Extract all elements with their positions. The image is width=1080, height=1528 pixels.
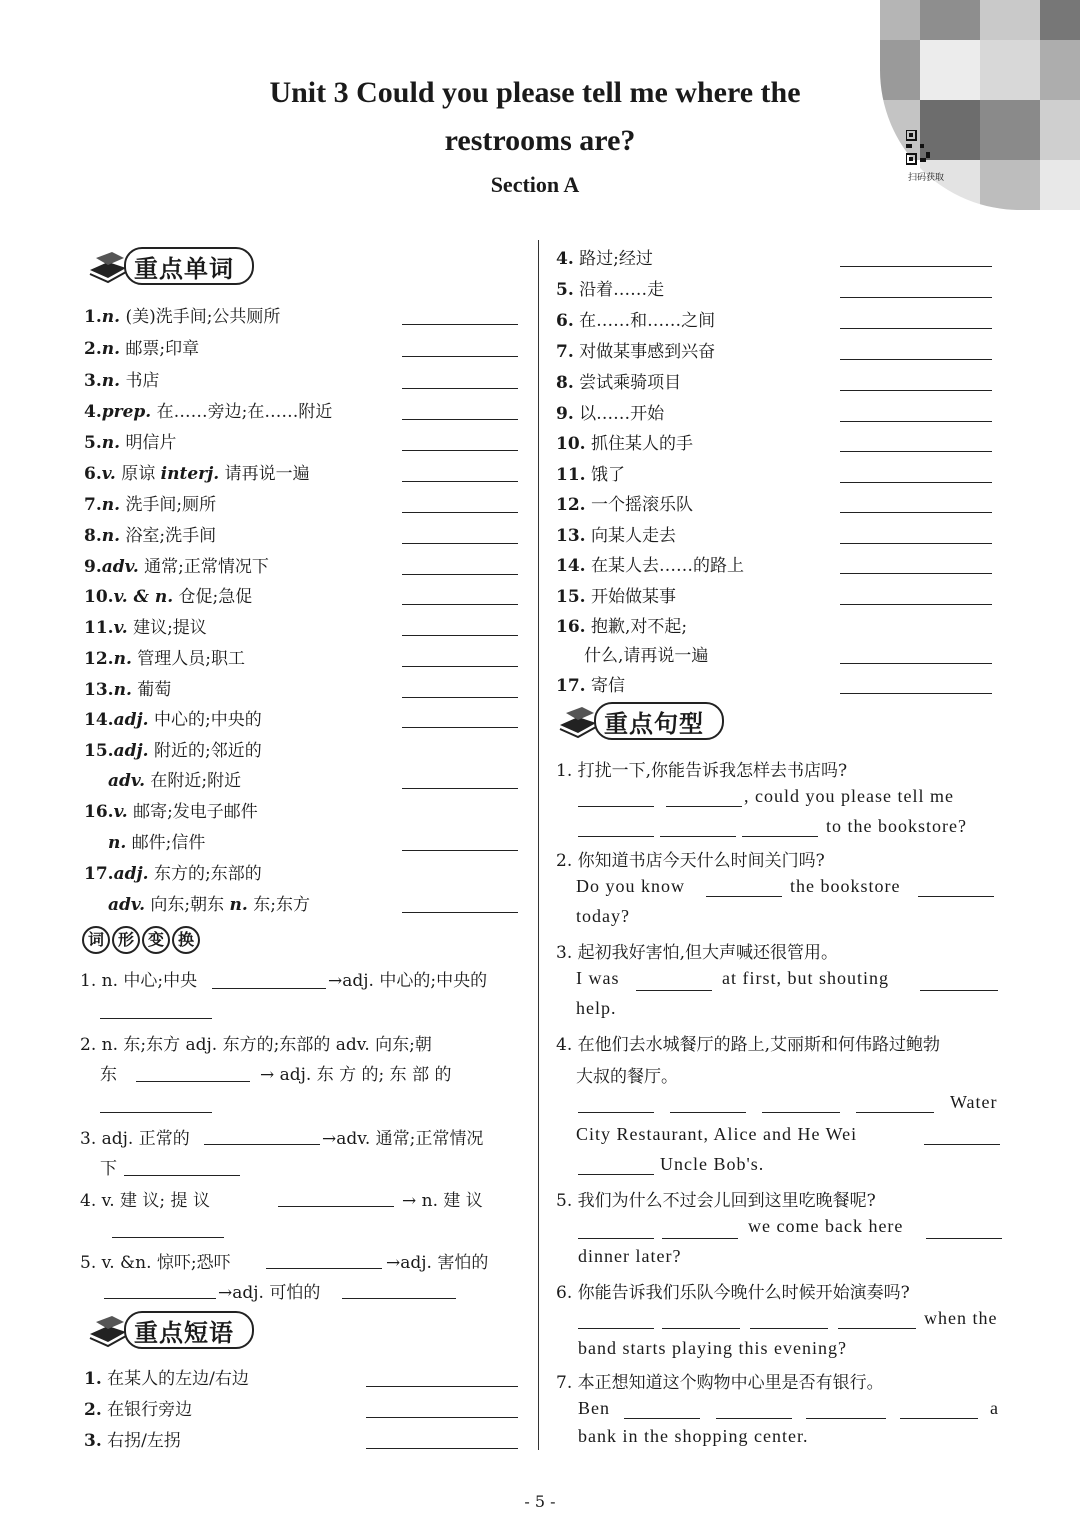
word-number: 1.	[84, 307, 102, 327]
word-form-4-a: 4. v. 建 议; 提 议	[80, 1191, 210, 1211]
word-number: 17.	[84, 864, 114, 884]
word-pos: n.	[101, 307, 121, 327]
badge-key-words	[86, 247, 254, 285]
word-form-4-b: → n. 建 议	[402, 1191, 483, 1211]
word-form-2-a: 2. n. 东;东方 adj. 东方的;东部的 adv. 向东;朝	[80, 1035, 432, 1055]
phrase-text: 在某人的左边/右边	[107, 1369, 249, 1389]
sentence-5-a: we come back here	[748, 1216, 904, 1236]
word-meaning: 邮票;印章	[125, 339, 200, 359]
sentence-5-b: dinner later?	[578, 1246, 682, 1266]
word-pos: n.	[108, 833, 127, 853]
answer-blank[interactable]	[212, 988, 326, 989]
answer-blank[interactable]	[402, 697, 518, 698]
phrase-item	[584, 641, 708, 666]
answer-blank[interactable]	[578, 806, 654, 807]
phrase-item	[556, 244, 653, 269]
word-pos: interj.	[160, 464, 220, 484]
answer-blank[interactable]	[742, 836, 818, 837]
word-pos: adj.	[113, 864, 149, 884]
answer-blank[interactable]	[840, 390, 992, 391]
word-meaning: 原谅	[121, 464, 161, 484]
sentence-4-cn: 4. 在他们去水城餐厅的路上,艾丽斯和何伟路过鲍勃	[556, 1035, 941, 1055]
phrase-item	[556, 490, 693, 515]
answer-blank[interactable]	[838, 1328, 916, 1329]
answer-blank[interactable]	[366, 1448, 518, 1449]
phrase-number: 11.	[556, 465, 586, 485]
answer-blank[interactable]	[750, 1328, 828, 1329]
answer-blank[interactable]	[840, 359, 992, 360]
badge-key-words-label: 重点单词	[124, 247, 254, 285]
phrase-text: 以……开始	[579, 404, 665, 424]
word-form-2-b: → adj. 东 方 的; 东 部 的	[260, 1065, 452, 1085]
sentence-7-b: a	[990, 1398, 999, 1418]
word-item	[84, 705, 262, 730]
phrase-item	[556, 429, 693, 454]
phrase-number: 13.	[556, 526, 586, 546]
answer-blank[interactable]	[806, 1418, 886, 1419]
phrase-text: 抱歉,对不起;	[590, 617, 688, 637]
phrase-item	[556, 460, 625, 485]
phrase-item	[556, 275, 664, 300]
word-number: 11.	[84, 618, 114, 638]
phrase-text: 饿了	[590, 465, 625, 485]
word-meaning: 中心的;中央的	[153, 710, 262, 730]
word-number: 16.	[84, 802, 114, 822]
phrase-item	[84, 1395, 192, 1420]
word-forms-char: 形	[112, 926, 140, 954]
answer-blank[interactable]	[762, 1112, 840, 1113]
answer-blank[interactable]	[402, 388, 518, 389]
word-form-5-b: →adj. 害怕的	[386, 1253, 489, 1273]
answer-blank[interactable]	[840, 482, 992, 483]
phrase-number: 8.	[556, 373, 574, 393]
answer-blank[interactable]	[636, 990, 712, 991]
books-icon	[86, 1312, 130, 1348]
word-meaning: 邮件;信件	[131, 833, 206, 853]
word-number: 2.	[84, 339, 102, 359]
answer-blank[interactable]	[578, 1328, 654, 1329]
phrase-number: 5.	[556, 280, 574, 300]
answer-blank[interactable]	[402, 543, 518, 544]
word-item	[84, 521, 216, 546]
word-number: 15.	[84, 741, 114, 761]
word-item	[84, 675, 171, 700]
sentence-7-a: Ben	[578, 1398, 610, 1418]
word-form-3-a: 3. adj. 正常的	[80, 1129, 190, 1149]
word-pos: n.	[113, 680, 132, 700]
word-form-1-a: 1. n. 中心;中央	[80, 971, 198, 991]
phrase-text: 对做某事感到兴奋	[579, 342, 716, 362]
sentence-2-a: Do you know	[576, 876, 685, 896]
word-number: 12.	[84, 649, 114, 669]
phrase-number: 7.	[556, 342, 574, 362]
answer-blank[interactable]	[402, 574, 518, 575]
word-meaning: 邮寄;发电子邮件	[133, 802, 258, 822]
word-number: 8.	[84, 526, 102, 546]
word-number: 4.	[84, 402, 102, 422]
answer-blank[interactable]	[840, 604, 992, 605]
word-forms-char: 变	[142, 926, 170, 954]
sentence-4-c: Uncle Bob's.	[660, 1154, 765, 1174]
phrase-item	[556, 551, 744, 576]
word-meaning: (美)洗手间;公共厕所	[125, 307, 281, 327]
word-number: 3.	[84, 371, 102, 391]
word-item	[84, 644, 245, 669]
answer-blank[interactable]	[266, 1268, 382, 1269]
sentence-2-b: the bookstore	[790, 876, 901, 896]
sentence-6-b: band starts playing this evening?	[578, 1338, 847, 1358]
answer-blank[interactable]	[402, 356, 518, 357]
word-item	[84, 490, 216, 515]
column-divider	[538, 240, 539, 1450]
qr-code-icon	[906, 130, 932, 166]
word-form-1-b: →adj. 中心的;中央的	[328, 971, 488, 991]
word-pos: adj.	[113, 710, 149, 730]
answer-blank[interactable]	[716, 1418, 792, 1419]
answer-blank[interactable]	[578, 836, 654, 837]
sentence-6-a: when the	[924, 1308, 998, 1328]
phrase-number: 4.	[556, 249, 574, 269]
answer-blank[interactable]	[366, 1417, 518, 1418]
phrase-number: 15.	[556, 587, 586, 607]
sentence-1-cn: 1. 打扰一下,你能告诉我怎样去书店吗?	[556, 761, 848, 781]
word-meaning: 书店	[125, 371, 160, 391]
answer-blank[interactable]	[402, 635, 518, 636]
answer-blank[interactable]	[840, 663, 992, 664]
sentence-5-cn: 5. 我们为什么不过会儿回到这里吃晚餐呢?	[556, 1191, 876, 1211]
answer-blank[interactable]	[136, 1081, 250, 1082]
books-icon	[556, 703, 600, 739]
phrase-number: 9.	[556, 404, 574, 424]
answer-blank[interactable]	[402, 604, 518, 605]
sentence-2-cn: 2. 你知道书店今天什么时间关门吗?	[556, 851, 825, 871]
word-pos: n.	[101, 526, 121, 546]
answer-blank[interactable]	[342, 1298, 456, 1299]
word-number: 5.	[84, 433, 102, 453]
word-form-5-c: →adj. 可怕的	[218, 1283, 321, 1303]
word-meaning: 建议;提议	[133, 618, 207, 638]
phrase-text: 路过;经过	[579, 249, 653, 269]
answer-blank[interactable]	[104, 1298, 216, 1299]
phrase-text: 什么,请再说一遍	[584, 646, 709, 666]
answer-blank[interactable]	[278, 1206, 394, 1207]
answer-blank[interactable]	[662, 1238, 738, 1239]
answer-blank[interactable]	[366, 1386, 518, 1387]
answer-blank[interactable]	[402, 850, 518, 851]
answer-blank[interactable]	[840, 573, 992, 574]
word-number: 7.	[84, 495, 102, 515]
answer-blank[interactable]	[402, 481, 518, 482]
phrase-item	[556, 582, 676, 607]
word-meaning: 仓促;急促	[178, 587, 253, 607]
word-meaning: 管理人员;职工	[137, 649, 245, 669]
word-meaning: 浴室;洗手间	[125, 526, 217, 546]
phrase-text: 沿着……走	[579, 280, 665, 300]
word-pos: n.	[113, 649, 132, 669]
answer-blank[interactable]	[918, 896, 994, 897]
sentence-4-cn-2: 大叔的餐厅。	[576, 1067, 678, 1087]
phrase-text: 一个摇滚乐队	[590, 495, 693, 515]
word-item	[84, 428, 176, 453]
word-forms-char: 词	[82, 926, 110, 954]
word-item	[84, 334, 199, 359]
answer-blank[interactable]	[670, 1112, 746, 1113]
answer-blank[interactable]	[624, 1418, 700, 1419]
answer-blank[interactable]	[856, 1112, 934, 1113]
word-form-3-b2: 下	[100, 1159, 117, 1179]
answer-blank[interactable]	[840, 451, 992, 452]
phrase-number: 17.	[556, 676, 586, 696]
page-number: - 5 -	[524, 1492, 556, 1511]
phrase-text: 在……和……之间	[579, 311, 716, 331]
answer-blank[interactable]	[840, 543, 992, 544]
answer-blank[interactable]	[100, 1018, 212, 1019]
word-meaning: 洗手间;厕所	[125, 495, 217, 515]
word-form-2-a2: 东	[100, 1065, 117, 1085]
word-meaning: 附近的;邻近的	[153, 741, 262, 761]
answer-blank[interactable]	[402, 512, 518, 513]
word-meaning: 请再说一遍	[224, 464, 310, 484]
answer-blank[interactable]	[840, 328, 992, 329]
word-item	[84, 366, 159, 391]
answer-blank[interactable]	[578, 1238, 654, 1239]
word-pos: adj.	[113, 741, 149, 761]
word-meaning: 葡萄	[137, 680, 172, 700]
phrase-item	[84, 1426, 181, 1451]
phrase-text: 尝试乘骑项目	[579, 373, 682, 393]
phrase-text: 在某人去……的路上	[590, 556, 744, 576]
word-forms-char: 换	[172, 926, 200, 954]
phrase-text: 在银行旁边	[107, 1400, 193, 1420]
phrase-number: 2.	[84, 1400, 102, 1420]
sentence-3-c: help.	[576, 998, 617, 1018]
phrase-number: 16.	[556, 617, 586, 637]
phrase-number: 12.	[556, 495, 586, 515]
word-item	[84, 552, 269, 577]
phrase-number: 6.	[556, 311, 574, 331]
word-item	[84, 613, 207, 638]
answer-blank[interactable]	[924, 1144, 1000, 1145]
sentence-1-b: to the bookstore?	[826, 816, 967, 836]
badge-word-forms	[82, 926, 202, 954]
word-pos: n.	[101, 339, 121, 359]
word-form-5-a: 5. v. &n. 惊吓;恐吓	[80, 1253, 231, 1273]
sentence-7-c: bank in the shopping center.	[578, 1426, 809, 1446]
word-item	[84, 736, 262, 761]
word-pos: v.	[113, 618, 128, 638]
answer-blank[interactable]	[578, 1112, 654, 1113]
answer-blank[interactable]	[840, 297, 992, 298]
unit-title-line-2: restrooms are?	[444, 124, 636, 157]
word-item	[84, 302, 280, 327]
phrase-item	[556, 306, 715, 331]
word-pos: v.	[113, 802, 128, 822]
answer-blank[interactable]	[840, 693, 992, 694]
word-number: 14.	[84, 710, 114, 730]
answer-blank[interactable]	[578, 1174, 654, 1175]
word-pos: adv.	[101, 557, 139, 577]
unit-title: Unit 3 Could you please tell me where the	[269, 76, 801, 109]
word-pos: v. & n.	[113, 587, 174, 607]
section-title: Section A	[490, 172, 580, 197]
answer-blank[interactable]	[204, 1144, 320, 1145]
sentence-7-cn: 7. 本正想知道这个购物中心里是否有银行。	[556, 1373, 884, 1393]
qr-caption: 扫码获取	[908, 173, 945, 183]
phrase-number: 1.	[84, 1369, 102, 1389]
word-form-3-b: →adv. 通常;正常情况	[322, 1129, 484, 1149]
answer-blank[interactable]	[402, 450, 518, 451]
answer-blank[interactable]	[706, 896, 782, 897]
phrase-item	[556, 671, 625, 696]
word-meaning: 在附近;附近	[150, 771, 242, 791]
word-pos: n.	[229, 895, 248, 915]
sentence-3-b: at first, but shouting	[722, 968, 889, 988]
phrase-item	[556, 399, 664, 424]
badge-key-sentences-label: 重点句型	[594, 702, 724, 740]
phrase-item	[84, 1364, 249, 1389]
answer-blank[interactable]	[840, 266, 992, 267]
word-item	[84, 797, 258, 822]
sentence-3-a: I was	[576, 968, 620, 988]
phrase-text: 开始做某事	[590, 587, 676, 607]
word-number: 9.	[84, 557, 102, 577]
phrase-item	[556, 521, 676, 546]
word-meaning: 明信片	[125, 433, 177, 453]
answer-blank[interactable]	[402, 419, 518, 420]
word-item	[84, 459, 310, 484]
sentence-4-a: Water	[950, 1092, 998, 1112]
answer-blank[interactable]	[402, 324, 518, 325]
phrase-item	[556, 612, 687, 637]
word-pos: n.	[101, 371, 121, 391]
word-meaning: 东;东方	[253, 895, 310, 915]
word-item	[84, 397, 332, 422]
word-meaning: 东方的;东部的	[153, 864, 262, 884]
word-item	[108, 828, 205, 853]
sentence-3-cn: 3. 起初我好害怕,但大声喊还很管用。	[556, 943, 839, 963]
phrase-text: 右拐/左拐	[107, 1431, 181, 1451]
phrase-item	[556, 368, 681, 393]
word-number: 10.	[84, 587, 114, 607]
answer-blank[interactable]	[124, 1175, 240, 1176]
books-icon	[86, 248, 130, 284]
answer-blank[interactable]	[926, 1238, 1002, 1239]
word-pos: adv.	[108, 771, 145, 791]
badge-key-phrases	[86, 1311, 254, 1349]
answer-blank[interactable]	[402, 666, 518, 667]
word-item	[108, 890, 310, 915]
word-pos: adv.	[108, 895, 145, 915]
word-pos: prep.	[101, 402, 152, 422]
phrase-text: 抓住某人的手	[590, 434, 693, 454]
phrase-item	[556, 337, 715, 362]
word-pos: n.	[101, 433, 121, 453]
sentence-2-c: today?	[576, 906, 630, 926]
answer-blank[interactable]	[900, 1418, 978, 1419]
answer-blank[interactable]	[662, 1328, 740, 1329]
word-meaning: 在……旁边;在……附近	[156, 402, 333, 422]
answer-blank[interactable]	[402, 912, 518, 913]
answer-blank[interactable]	[100, 1112, 212, 1113]
phrase-number: 3.	[84, 1431, 102, 1451]
answer-blank[interactable]	[112, 1237, 224, 1238]
answer-blank[interactable]	[920, 990, 998, 991]
sentence-1-a: , could you please tell me	[744, 786, 954, 806]
badge-key-sentences	[556, 702, 724, 740]
phrase-number: 14.	[556, 556, 586, 576]
word-meaning: 通常;正常情况下	[144, 557, 269, 577]
word-item	[108, 766, 241, 791]
word-item	[84, 859, 262, 884]
phrase-text: 寄信	[590, 676, 625, 696]
word-meaning: 向东;朝东	[150, 895, 230, 915]
answer-blank[interactable]	[660, 836, 736, 837]
word-pos: n.	[101, 495, 121, 515]
word-item	[84, 582, 252, 607]
answer-blank[interactable]	[840, 512, 992, 513]
answer-blank[interactable]	[402, 788, 518, 789]
phrase-text: 向某人走去	[590, 526, 676, 546]
answer-blank[interactable]	[840, 421, 992, 422]
badge-key-phrases-label: 重点短语	[124, 1311, 254, 1349]
sentence-4-b: City Restaurant, Alice and He Wei	[576, 1124, 858, 1144]
answer-blank[interactable]	[666, 806, 742, 807]
word-number: 13.	[84, 680, 114, 700]
answer-blank[interactable]	[402, 727, 518, 728]
word-pos: v.	[101, 464, 116, 484]
sentence-6-cn: 6. 你能告诉我们乐队今晚什么时候开始演奏吗?	[556, 1283, 910, 1303]
word-number: 6.	[84, 464, 102, 484]
phrase-number: 10.	[556, 434, 586, 454]
